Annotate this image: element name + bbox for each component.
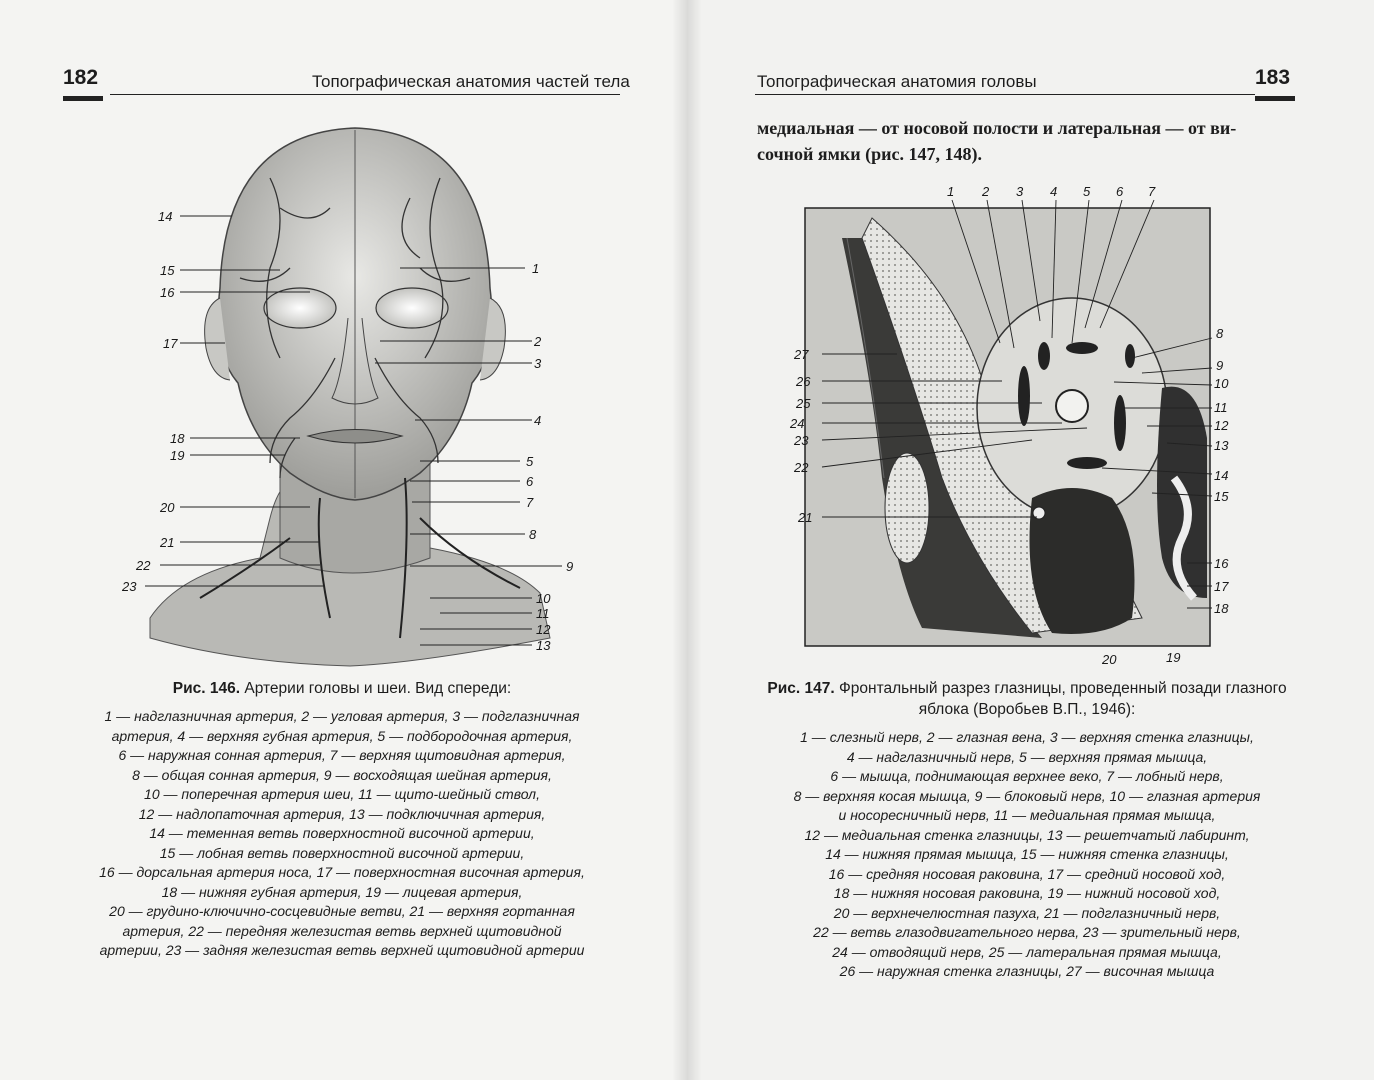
callout-8: 8 (529, 527, 537, 542)
callout-6: 6 (526, 474, 534, 489)
right-header (687, 66, 1374, 100)
callout-13: 13 (536, 638, 551, 653)
legend-line: 22 — ветвь глазодвигательного нерва, 23 — зрительный нерв, (813, 924, 1241, 940)
page-number: 183 (1255, 66, 1291, 89)
callout-9: 9 (1216, 358, 1224, 373)
legend-line: 18 — нижняя носовая раковина, 19 — нижний носовой ход, (833, 885, 1221, 901)
running-title: Топографическая анатомия частей тела (312, 72, 630, 91)
callout-16: 16 (160, 285, 175, 300)
callout-11: 11 (536, 606, 550, 621)
legend-line: 6 — мышца, поднимающая верхнее веко, 7 — лобный нерв, (830, 768, 1224, 784)
callout-21: 21 (160, 535, 175, 550)
right-page (687, 0, 1374, 1080)
callout-16: 16 (1214, 556, 1229, 571)
left-header (0, 66, 687, 100)
callout-12: 12 (1214, 418, 1229, 433)
callout-5: 5 (526, 454, 534, 469)
legend-line: 20 — грудино-ключично-сосцевидные ветви, 21 — верхняя гортанная (109, 903, 575, 919)
figure-title-line-1: Фронтальный разрез глазницы, проведенный позади глазного (838, 680, 1287, 697)
figure-title-line-2: яблока (Воробьев В.П., 1946): (918, 701, 1136, 718)
legend-line: и носоресничный нерв, 11 — медиальная прямая мышца, (838, 807, 1216, 823)
callout-10: 10 (1214, 376, 1229, 391)
figure-146-caption (62, 678, 622, 961)
figure-legend (62, 707, 622, 961)
callout-22: 22 (136, 558, 151, 573)
callout-24: 24 (790, 416, 805, 431)
callout-19: 19 (1166, 650, 1181, 665)
legend-line: 16 — средняя носовая раковина, 17 — средний носовой ход, (828, 865, 1226, 882)
legend-line: 10 — поперечная артерия шеи, 11 — щито-шейный ствол, (144, 786, 540, 802)
callout-4: 4 (534, 413, 542, 428)
body-line: медиальная — от носовой полости и латеральная — от ви- (757, 118, 1237, 138)
callout-27: 27 (794, 347, 809, 362)
callout-3: 3 (1016, 184, 1024, 199)
legend-line: 15 — лобная ветвь поверхностной височной артерии, (159, 844, 525, 861)
figure-title: Артерии головы и шеи. Вид спереди: (244, 680, 512, 697)
legend-line: артерии, 23 — задняя железистая ветвь верхней щитовидной артерии (99, 942, 585, 958)
page-number-tab (63, 96, 103, 101)
legend-line: 20 — верхнечелюстная пазуха, 21 — подглазничный нерв, (833, 904, 1221, 921)
legend-line: 8 — верхняя косая мышца, 9 — блоковый нерв, 10 — глазная артерия (793, 787, 1261, 804)
figure-147-orbit-section (790, 178, 1277, 670)
figure-legend (742, 728, 1312, 982)
legend-line: 1 — слезный нерв, 2 — глазная вена, 3 — верхняя стенка глазницы, (800, 729, 1254, 745)
page-number-tab (1255, 96, 1295, 101)
callout-10: 10 (536, 591, 551, 606)
callout-1: 1 (532, 261, 540, 276)
callout-13: 13 (1214, 438, 1229, 453)
callout-9: 9 (566, 559, 574, 574)
body-paragraph (757, 115, 1317, 167)
legend-line: 4 — надглазничный нерв, 5 — верхняя прямая мышца, (846, 748, 1208, 765)
page-number: 182 (63, 66, 99, 89)
callout-12: 12 (536, 622, 551, 637)
callout-2: 2 (982, 184, 990, 199)
book-gutter (672, 0, 702, 1080)
callout-18: 18 (170, 431, 185, 446)
legend-line: 16 — дорсальная артерия носа, 17 — поверхностная височная артерия, (99, 864, 585, 880)
callout-4: 4 (1050, 184, 1058, 199)
header-rule (110, 94, 620, 95)
legend-line: 26 — наружная стенка глазницы, 27 — височная мышца (839, 963, 1215, 979)
caption-title (742, 678, 1312, 720)
figure-label: Рис. 146. (172, 680, 241, 697)
running-title: Топографическая анатомия головы (757, 72, 1037, 91)
callout-19: 19 (170, 448, 185, 463)
legend-line: артерия, 22 — передняя железистая ветвь верхней щитовидной (122, 922, 562, 939)
callout-6: 6 (1116, 184, 1124, 199)
callout-7: 7 (1148, 184, 1156, 199)
callout-20: 20 (1102, 652, 1117, 667)
caption-title (62, 678, 622, 699)
legend-line: 6 — наружная сонная артерия, 7 — верхняя щитовидная артерия, (118, 747, 566, 763)
figure-147-caption (742, 678, 1312, 982)
legend-line: 1 — надглазничная артерия, 2 — угловая артерия, 3 — подглазничная (104, 708, 580, 724)
callout-21: 21 (798, 510, 813, 525)
body-line: сочной ямки (рис. 147, 148). (757, 144, 983, 164)
legend-line: 24 — отводящий нерв, 25 — латеральная прямая мышца, (832, 943, 1222, 960)
callout-14: 14 (1214, 468, 1229, 483)
callout-15: 15 (1214, 489, 1229, 504)
callout-7: 7 (526, 495, 534, 510)
callout-23: 23 (794, 433, 809, 448)
callout-20: 20 (160, 500, 175, 515)
figure-label: Рис. 147. (767, 680, 835, 697)
callout-17: 17 (1214, 579, 1229, 594)
callout-26: 26 (796, 374, 811, 389)
legend-line: 12 — надлопаточная артерия, 13 — подключичная артерия, (138, 805, 546, 822)
legend-line: 14 — нижняя прямая мышца, 15 — нижняя стенка глазницы, (825, 846, 1229, 862)
legend-line: 12 — медиальная стенка глазницы, 13 — решетчатый лабиринт, (804, 826, 1250, 843)
callout-14: 14 (158, 209, 173, 224)
legend-line: 8 — общая сонная артерия, 9 — восходящая шейная артерия, (132, 766, 552, 783)
callout-18: 18 (1214, 601, 1229, 616)
header-rule (755, 94, 1255, 95)
legend-line: артерия, 4 — верхняя губная артерия, 5 — подбородочная артерия, (111, 727, 573, 744)
callout-5: 5 (1083, 184, 1091, 199)
callout-8: 8 (1216, 326, 1224, 341)
legend-line: 14 — теменная ветвь поверхностной височной артерии, (149, 825, 535, 841)
legend-line: 18 — нижняя губная артерия, 19 — лицевая артерия, (161, 883, 523, 900)
figure-146-head-arteries (120, 118, 590, 678)
callout-17: 17 (163, 336, 178, 351)
callout-15: 15 (160, 263, 175, 278)
callout-22: 22 (794, 460, 809, 475)
callout-1: 1 (947, 184, 955, 199)
callout-11: 11 (1214, 400, 1228, 415)
callout-23: 23 (122, 579, 137, 594)
callout-2: 2 (534, 334, 542, 349)
callout-3: 3 (534, 356, 542, 371)
callout-25: 25 (796, 396, 811, 411)
